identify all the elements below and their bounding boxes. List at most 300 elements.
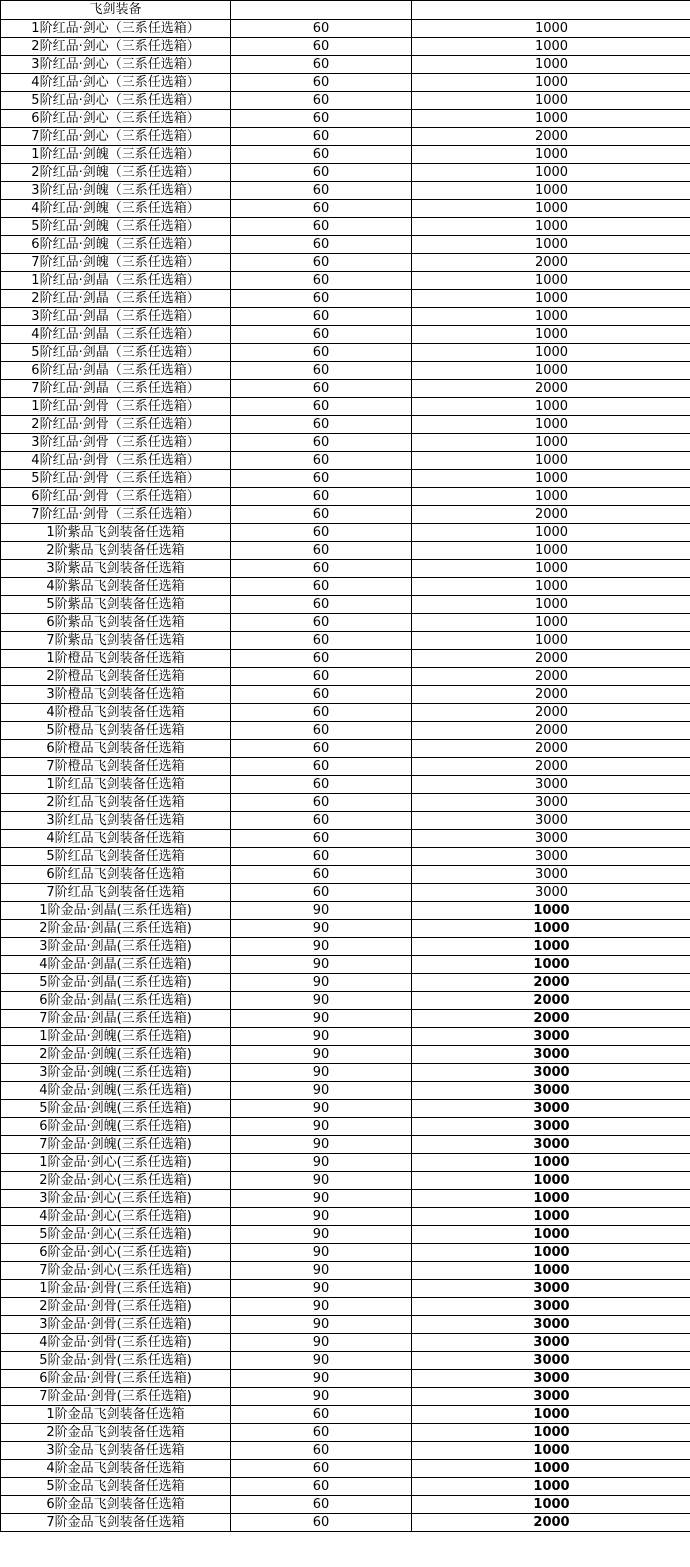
price-cell[interactable]: 1000	[412, 938, 690, 956]
count-cell[interactable]: 60	[231, 236, 412, 254]
price-cell[interactable]: 2000	[412, 668, 690, 686]
item-name-cell[interactable]: 1阶红品·剑晶（三系任选箱）	[1, 272, 231, 290]
price-cell[interactable]: 1000	[412, 398, 690, 416]
table-row	[1, 1298, 690, 1316]
count-cell[interactable]: 60	[231, 380, 412, 398]
table-row	[1, 1280, 690, 1298]
price-cell[interactable]: 1000	[412, 1172, 690, 1190]
price-cell[interactable]: 1000	[412, 290, 690, 308]
price-cell[interactable]: 1000	[412, 20, 690, 38]
price-cell[interactable]: 1000	[412, 74, 690, 92]
item-name-cell[interactable]: 3阶金品·剑心(三系任选箱)	[1, 1190, 231, 1208]
price-cell[interactable]: 3000	[412, 1028, 690, 1046]
count-cell[interactable]: 60	[231, 182, 412, 200]
price-cell[interactable]: 1000	[412, 362, 690, 380]
item-name-cell[interactable]: 5阶金品·剑心(三系任选箱)	[1, 1226, 231, 1244]
table-row	[1, 146, 690, 164]
count-cell[interactable]: 90	[231, 1280, 412, 1298]
price-cell[interactable]: 1000	[412, 632, 690, 650]
item-name-cell[interactable]: 7阶金品·剑心(三系任选箱)	[1, 1262, 231, 1280]
item-name-cell[interactable]: 7阶紫品飞剑装备任选箱	[1, 632, 231, 650]
count-cell[interactable]: 90	[231, 938, 412, 956]
count-cell[interactable]: 90	[231, 1226, 412, 1244]
item-name-cell[interactable]: 3阶红品飞剑装备任选箱	[1, 812, 231, 830]
item-name-cell[interactable]: 3阶金品·剑魄(三系任选箱)	[1, 1064, 231, 1082]
price-cell[interactable]: 2000	[412, 506, 690, 524]
table-row	[1, 776, 690, 794]
price-cell[interactable]: 1000	[412, 218, 690, 236]
item-name-cell[interactable]: 3阶金品·剑骨(三系任选箱)	[1, 1316, 231, 1334]
count-cell[interactable]: 90	[231, 1244, 412, 1262]
price-cell[interactable]: 1000	[412, 1424, 690, 1442]
count-cell[interactable]: 90	[231, 1370, 412, 1388]
count-cell[interactable]: 60	[231, 470, 412, 488]
count-cell[interactable]: 60	[231, 848, 412, 866]
item-name-cell[interactable]: 2阶红品·剑骨（三系任选箱）	[1, 416, 231, 434]
count-cell[interactable]: 60	[231, 524, 412, 542]
item-name-cell[interactable]: 1阶金品飞剑装备任选箱	[1, 1406, 231, 1424]
item-name-cell[interactable]: 7阶红品·剑骨（三系任选箱）	[1, 506, 231, 524]
count-cell[interactable]: 60	[231, 308, 412, 326]
count-cell[interactable]: 60	[231, 38, 412, 56]
item-name-cell[interactable]: 5阶红品飞剑装备任选箱	[1, 848, 231, 866]
item-name-cell[interactable]: 7阶金品·剑晶(三系任选箱)	[1, 1010, 231, 1028]
item-name-cell[interactable]: 4阶红品·剑骨（三系任选箱）	[1, 452, 231, 470]
item-name-cell[interactable]: 4阶金品·剑骨(三系任选箱)	[1, 1334, 231, 1352]
count-cell[interactable]: 60	[231, 866, 412, 884]
count-cell[interactable]: 90	[231, 974, 412, 992]
price-cell[interactable]: 3000	[412, 1100, 690, 1118]
price-cell[interactable]: 1000	[412, 452, 690, 470]
table-row	[1, 128, 690, 146]
price-cell[interactable]: 1000	[412, 416, 690, 434]
item-name-cell[interactable]: 2阶红品·剑魄（三系任选箱）	[1, 164, 231, 182]
table-row	[1, 668, 690, 686]
count-cell[interactable]: 60	[231, 110, 412, 128]
table-row	[1, 398, 690, 416]
header-row	[1, 1, 690, 20]
table-row	[1, 506, 690, 524]
item-name-cell[interactable]: 5阶金品飞剑装备任选箱	[1, 1478, 231, 1496]
item-name-cell[interactable]: 3阶金品·剑晶(三系任选箱)	[1, 938, 231, 956]
count-cell[interactable]: 90	[231, 1082, 412, 1100]
count-cell[interactable]: 90	[231, 992, 412, 1010]
item-name-cell[interactable]: 6阶金品·剑魄(三系任选箱)	[1, 1118, 231, 1136]
item-name-cell[interactable]: 2阶红品·剑晶（三系任选箱）	[1, 290, 231, 308]
count-cell[interactable]: 90	[231, 1334, 412, 1352]
count-cell[interactable]: 90	[231, 1262, 412, 1280]
item-name-cell[interactable]: 4阶红品·剑心（三系任选箱）	[1, 74, 231, 92]
price-cell[interactable]: 1000	[412, 1496, 690, 1514]
count-cell[interactable]: 60	[231, 1478, 412, 1496]
item-name-cell[interactable]: 5阶紫品飞剑装备任选箱	[1, 596, 231, 614]
price-cell[interactable]: 1000	[412, 956, 690, 974]
table-row	[1, 956, 690, 974]
item-name-cell[interactable]: 2阶橙品飞剑装备任选箱	[1, 668, 231, 686]
empty-header-cell[interactable]	[231, 1, 412, 20]
price-cell[interactable]: 1000	[412, 56, 690, 74]
count-cell[interactable]: 60	[231, 290, 412, 308]
table-row	[1, 272, 690, 290]
table-row	[1, 38, 690, 56]
item-name-cell[interactable]: 7阶红品·剑魄（三系任选箱）	[1, 254, 231, 272]
price-cell[interactable]: 1000	[412, 1226, 690, 1244]
item-name-cell[interactable]: 1阶金品·剑骨(三系任选箱)	[1, 1280, 231, 1298]
price-cell[interactable]: 1000	[412, 434, 690, 452]
price-cell[interactable]: 2000	[412, 740, 690, 758]
item-name-cell[interactable]: 1阶橙品飞剑装备任选箱	[1, 650, 231, 668]
price-cell[interactable]: 3000	[412, 812, 690, 830]
price-cell[interactable]: 1000	[412, 1154, 690, 1172]
price-cell[interactable]: 1000	[412, 470, 690, 488]
price-cell[interactable]: 1000	[412, 38, 690, 56]
price-cell[interactable]: 1000	[412, 902, 690, 920]
price-cell[interactable]: 1000	[412, 164, 690, 182]
price-cell[interactable]: 3000	[412, 1280, 690, 1298]
count-cell[interactable]: 60	[231, 542, 412, 560]
count-cell[interactable]: 90	[231, 1136, 412, 1154]
item-name-cell[interactable]: 1阶金品·剑晶(三系任选箱)	[1, 902, 231, 920]
price-cell[interactable]: 1000	[412, 1442, 690, 1460]
item-name-cell[interactable]: 2阶紫品飞剑装备任选箱	[1, 542, 231, 560]
price-cell[interactable]: 1000	[412, 110, 690, 128]
item-name-cell[interactable]: 5阶金品·剑骨(三系任选箱)	[1, 1352, 231, 1370]
item-name-cell[interactable]: 3阶紫品飞剑装备任选箱	[1, 560, 231, 578]
table-row	[1, 1208, 690, 1226]
price-cell[interactable]: 2000	[412, 380, 690, 398]
price-cell[interactable]: 1000	[412, 542, 690, 560]
table-row	[1, 1190, 690, 1208]
price-cell[interactable]: 1000	[412, 92, 690, 110]
price-cell[interactable]: 1000	[412, 182, 690, 200]
count-cell[interactable]: 90	[231, 1172, 412, 1190]
count-cell[interactable]: 60	[231, 668, 412, 686]
price-cell[interactable]: 2000	[412, 128, 690, 146]
price-cell[interactable]: 3000	[412, 1298, 690, 1316]
count-cell[interactable]: 60	[231, 1424, 412, 1442]
price-cell[interactable]: 3000	[412, 1136, 690, 1154]
price-cell[interactable]: 2000	[412, 722, 690, 740]
count-cell[interactable]: 60	[231, 614, 412, 632]
price-cell[interactable]: 1000	[412, 272, 690, 290]
count-cell[interactable]: 60	[231, 506, 412, 524]
price-cell[interactable]: 3000	[412, 848, 690, 866]
item-name-cell[interactable]: 6阶红品·剑心（三系任选箱）	[1, 110, 231, 128]
count-cell[interactable]: 90	[231, 956, 412, 974]
count-cell[interactable]: 60	[231, 1514, 412, 1532]
item-name-cell[interactable]: 6阶红品飞剑装备任选箱	[1, 866, 231, 884]
price-cell[interactable]: 3000	[412, 1334, 690, 1352]
item-name-cell[interactable]: 6阶金品·剑骨(三系任选箱)	[1, 1370, 231, 1388]
count-cell[interactable]: 90	[231, 1298, 412, 1316]
item-name-cell[interactable]: 7阶红品飞剑装备任选箱	[1, 884, 231, 902]
item-name-cell[interactable]: 7阶金品·剑魄(三系任选箱)	[1, 1136, 231, 1154]
item-name-cell[interactable]: 6阶红品·剑晶（三系任选箱）	[1, 362, 231, 380]
table-row	[1, 938, 690, 956]
table-row	[1, 416, 690, 434]
table-row	[1, 1082, 690, 1100]
item-name-cell[interactable]: 2阶金品·剑骨(三系任选箱)	[1, 1298, 231, 1316]
price-cell[interactable]: 3000	[412, 1082, 690, 1100]
item-name-cell[interactable]: 3阶金品飞剑装备任选箱	[1, 1442, 231, 1460]
price-cell[interactable]: 2000	[412, 1010, 690, 1028]
table-row	[1, 326, 690, 344]
count-cell[interactable]: 60	[231, 1442, 412, 1460]
table-row	[1, 1478, 690, 1496]
count-cell[interactable]: 60	[231, 812, 412, 830]
count-cell[interactable]: 90	[231, 1388, 412, 1406]
table-row	[1, 650, 690, 668]
table-row	[1, 74, 690, 92]
item-name-cell[interactable]: 2阶金品·剑晶(三系任选箱)	[1, 920, 231, 938]
item-name-cell[interactable]: 2阶红品·剑心（三系任选箱）	[1, 38, 231, 56]
price-cell[interactable]: 2000	[412, 992, 690, 1010]
table-row	[1, 200, 690, 218]
price-cell[interactable]: 1000	[412, 308, 690, 326]
table-row	[1, 380, 690, 398]
title-cell[interactable]: 飞剑装备	[1, 1, 231, 20]
item-name-cell[interactable]: 5阶红品·剑魄（三系任选箱）	[1, 218, 231, 236]
item-name-cell[interactable]: 2阶红品飞剑装备任选箱	[1, 794, 231, 812]
count-cell[interactable]: 60	[231, 686, 412, 704]
count-cell[interactable]: 60	[231, 488, 412, 506]
price-cell[interactable]: 1000	[412, 1190, 690, 1208]
table-row	[1, 920, 690, 938]
item-name-cell[interactable]: 1阶金品·剑魄(三系任选箱)	[1, 1028, 231, 1046]
count-cell[interactable]: 60	[231, 254, 412, 272]
count-cell[interactable]: 90	[231, 1046, 412, 1064]
count-cell[interactable]: 90	[231, 1118, 412, 1136]
item-name-cell[interactable]: 2阶金品·剑魄(三系任选箱)	[1, 1046, 231, 1064]
table-row	[1, 542, 690, 560]
item-name-cell[interactable]: 2阶金品·剑心(三系任选箱)	[1, 1172, 231, 1190]
price-cell[interactable]: 1000	[412, 1262, 690, 1280]
item-name-cell[interactable]: 2阶金品飞剑装备任选箱	[1, 1424, 231, 1442]
table-row	[1, 452, 690, 470]
price-cell[interactable]: 2000	[412, 254, 690, 272]
price-cell[interactable]: 1000	[412, 344, 690, 362]
empty-header-cell[interactable]	[412, 1, 690, 20]
price-cell[interactable]: 1000	[412, 524, 690, 542]
item-name-cell[interactable]: 5阶红品·剑骨（三系任选箱）	[1, 470, 231, 488]
item-name-cell[interactable]: 4阶橙品飞剑装备任选箱	[1, 704, 231, 722]
count-cell[interactable]: 60	[231, 92, 412, 110]
count-cell[interactable]: 60	[231, 434, 412, 452]
count-cell[interactable]: 60	[231, 794, 412, 812]
table-row	[1, 56, 690, 74]
table-row	[1, 1028, 690, 1046]
price-cell[interactable]: 3000	[412, 1064, 690, 1082]
price-cell[interactable]: 1000	[412, 1208, 690, 1226]
price-cell[interactable]: 1000	[412, 614, 690, 632]
item-name-cell[interactable]: 5阶金品·剑晶(三系任选箱)	[1, 974, 231, 992]
price-cell[interactable]: 1000	[412, 1460, 690, 1478]
table-row	[1, 1514, 690, 1532]
count-cell[interactable]: 60	[231, 146, 412, 164]
price-cell[interactable]: 1000	[412, 326, 690, 344]
item-name-cell[interactable]: 6阶橙品飞剑装备任选箱	[1, 740, 231, 758]
count-cell[interactable]: 90	[231, 1010, 412, 1028]
table-body	[1, 1, 690, 1532]
item-name-cell[interactable]: 1阶红品飞剑装备任选箱	[1, 776, 231, 794]
count-cell[interactable]: 60	[231, 218, 412, 236]
item-name-cell[interactable]: 1阶红品·剑魄（三系任选箱）	[1, 146, 231, 164]
price-cell[interactable]: 3000	[412, 1370, 690, 1388]
count-cell[interactable]: 60	[231, 722, 412, 740]
item-name-cell[interactable]: 6阶红品·剑魄（三系任选箱）	[1, 236, 231, 254]
table-row	[1, 362, 690, 380]
item-name-cell[interactable]: 6阶金品·剑心(三系任选箱)	[1, 1244, 231, 1262]
count-cell[interactable]: 60	[231, 74, 412, 92]
count-cell[interactable]: 60	[231, 362, 412, 380]
price-cell[interactable]: 3000	[412, 1388, 690, 1406]
item-name-cell[interactable]: 4阶金品飞剑装备任选箱	[1, 1460, 231, 1478]
item-name-cell[interactable]: 4阶金品·剑心(三系任选箱)	[1, 1208, 231, 1226]
count-cell[interactable]: 60	[231, 344, 412, 362]
table-row	[1, 632, 690, 650]
price-cell[interactable]: 1000	[412, 920, 690, 938]
count-cell[interactable]: 90	[231, 902, 412, 920]
item-name-cell[interactable]: 5阶红品·剑心（三系任选箱）	[1, 92, 231, 110]
count-cell[interactable]: 90	[231, 1100, 412, 1118]
price-cell[interactable]: 3000	[412, 1046, 690, 1064]
item-name-cell[interactable]: 7阶金品·剑骨(三系任选箱)	[1, 1388, 231, 1406]
price-cell[interactable]: 3000	[412, 1118, 690, 1136]
item-name-cell[interactable]: 4阶红品飞剑装备任选箱	[1, 830, 231, 848]
count-cell[interactable]: 60	[231, 884, 412, 902]
count-cell[interactable]: 60	[231, 560, 412, 578]
count-cell[interactable]: 90	[231, 1352, 412, 1370]
item-name-cell[interactable]: 5阶橙品飞剑装备任选箱	[1, 722, 231, 740]
price-cell[interactable]: 2000	[412, 704, 690, 722]
count-cell[interactable]: 90	[231, 1154, 412, 1172]
item-name-cell[interactable]: 5阶金品·剑魄(三系任选箱)	[1, 1100, 231, 1118]
count-cell[interactable]: 60	[231, 740, 412, 758]
item-name-cell[interactable]: 3阶红品·剑魄（三系任选箱）	[1, 182, 231, 200]
price-cell[interactable]: 1000	[412, 578, 690, 596]
price-cell[interactable]: 2000	[412, 650, 690, 668]
price-cell[interactable]: 1000	[412, 236, 690, 254]
item-name-cell[interactable]: 3阶红品·剑心（三系任选箱）	[1, 56, 231, 74]
price-cell[interactable]: 1000	[412, 560, 690, 578]
table-row	[1, 20, 690, 38]
item-name-cell[interactable]: 4阶金品·剑晶(三系任选箱)	[1, 956, 231, 974]
item-name-cell[interactable]: 1阶红品·剑心（三系任选箱）	[1, 20, 231, 38]
item-name-cell[interactable]: 3阶红品·剑晶（三系任选箱）	[1, 308, 231, 326]
count-cell[interactable]: 60	[231, 128, 412, 146]
count-cell[interactable]: 60	[231, 20, 412, 38]
price-cell[interactable]: 1000	[412, 1244, 690, 1262]
count-cell[interactable]: 60	[231, 596, 412, 614]
item-name-cell[interactable]: 6阶紫品飞剑装备任选箱	[1, 614, 231, 632]
item-name-cell[interactable]: 1阶金品·剑心(三系任选箱)	[1, 1154, 231, 1172]
table-row	[1, 1010, 690, 1028]
price-cell[interactable]: 1000	[412, 146, 690, 164]
price-cell[interactable]: 1000	[412, 200, 690, 218]
count-cell[interactable]: 60	[231, 272, 412, 290]
price-cell[interactable]: 3000	[412, 866, 690, 884]
count-cell[interactable]: 60	[231, 776, 412, 794]
item-name-cell[interactable]: 6阶金品·剑晶(三系任选箱)	[1, 992, 231, 1010]
count-cell[interactable]: 60	[231, 416, 412, 434]
count-cell[interactable]: 60	[231, 200, 412, 218]
table-row	[1, 92, 690, 110]
count-cell[interactable]: 60	[231, 452, 412, 470]
item-name-cell[interactable]: 1阶红品·剑骨（三系任选箱）	[1, 398, 231, 416]
price-cell[interactable]: 1000	[412, 1478, 690, 1496]
table-row	[1, 1496, 690, 1514]
price-cell[interactable]: 1000	[412, 596, 690, 614]
count-cell[interactable]: 60	[231, 1406, 412, 1424]
price-cell[interactable]: 1000	[412, 1406, 690, 1424]
count-cell[interactable]: 60	[231, 398, 412, 416]
item-name-cell[interactable]: 4阶红品·剑魄（三系任选箱）	[1, 200, 231, 218]
item-name-cell[interactable]: 4阶红品·剑晶（三系任选箱）	[1, 326, 231, 344]
table-row	[1, 704, 690, 722]
count-cell[interactable]: 60	[231, 578, 412, 596]
item-name-cell[interactable]: 4阶金品·剑魄(三系任选箱)	[1, 1082, 231, 1100]
count-cell[interactable]: 90	[231, 1316, 412, 1334]
price-cell[interactable]: 3000	[412, 1316, 690, 1334]
count-cell[interactable]: 60	[231, 650, 412, 668]
price-cell[interactable]: 2000	[412, 1514, 690, 1532]
count-cell[interactable]: 90	[231, 1190, 412, 1208]
price-cell[interactable]: 3000	[412, 830, 690, 848]
item-name-cell[interactable]: 6阶金品飞剑装备任选箱	[1, 1496, 231, 1514]
item-name-cell[interactable]: 1阶紫品飞剑装备任选箱	[1, 524, 231, 542]
count-cell[interactable]: 60	[231, 326, 412, 344]
count-cell[interactable]: 60	[231, 704, 412, 722]
table-row	[1, 794, 690, 812]
price-cell[interactable]: 2000	[412, 974, 690, 992]
price-cell[interactable]: 2000	[412, 758, 690, 776]
count-cell[interactable]: 60	[231, 1460, 412, 1478]
table-row	[1, 488, 690, 506]
item-name-cell[interactable]: 3阶红品·剑骨（三系任选箱）	[1, 434, 231, 452]
item-name-cell[interactable]: 5阶红品·剑晶（三系任选箱）	[1, 344, 231, 362]
table-row	[1, 1460, 690, 1478]
count-cell[interactable]: 60	[231, 758, 412, 776]
table-row	[1, 218, 690, 236]
count-cell[interactable]: 60	[231, 830, 412, 848]
table-row	[1, 1262, 690, 1280]
count-cell[interactable]: 60	[231, 1496, 412, 1514]
item-name-cell[interactable]: 6阶红品·剑骨（三系任选箱）	[1, 488, 231, 506]
table-row	[1, 1388, 690, 1406]
item-name-cell[interactable]: 3阶橙品飞剑装备任选箱	[1, 686, 231, 704]
table-row	[1, 1334, 690, 1352]
count-cell[interactable]: 60	[231, 632, 412, 650]
item-name-cell[interactable]: 7阶红品·剑晶（三系任选箱）	[1, 380, 231, 398]
item-name-cell[interactable]: 4阶紫品飞剑装备任选箱	[1, 578, 231, 596]
table-row	[1, 830, 690, 848]
count-cell[interactable]: 90	[231, 1208, 412, 1226]
price-cell[interactable]: 1000	[412, 488, 690, 506]
count-cell[interactable]: 90	[231, 1028, 412, 1046]
count-cell[interactable]: 90	[231, 1064, 412, 1082]
count-cell[interactable]: 60	[231, 56, 412, 74]
item-name-cell[interactable]: 7阶红品·剑心（三系任选箱）	[1, 128, 231, 146]
price-cell[interactable]: 3000	[412, 1352, 690, 1370]
price-cell[interactable]: 3000	[412, 884, 690, 902]
count-cell[interactable]: 90	[231, 920, 412, 938]
count-cell[interactable]: 60	[231, 164, 412, 182]
price-cell[interactable]: 2000	[412, 686, 690, 704]
item-name-cell[interactable]: 7阶橙品飞剑装备任选箱	[1, 758, 231, 776]
price-cell[interactable]: 3000	[412, 794, 690, 812]
item-name-cell[interactable]: 7阶金品飞剑装备任选箱	[1, 1514, 231, 1532]
price-cell[interactable]: 3000	[412, 776, 690, 794]
